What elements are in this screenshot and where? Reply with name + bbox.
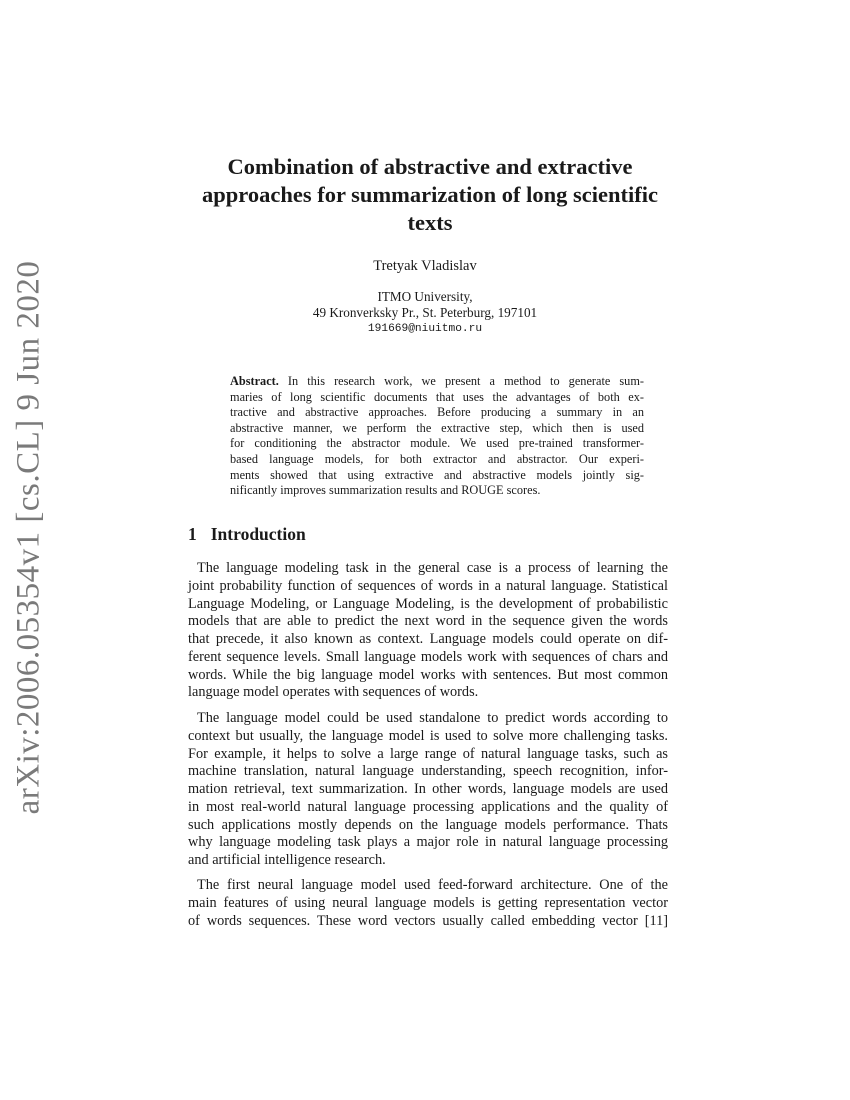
- paragraph-line: Language Modeling, or Language Modeling, is the development of probabilistic: [188, 595, 668, 612]
- paper-title: [150, 153, 710, 237]
- abstract-line: nificantly improves summarization results and ROUGE scores.: [230, 483, 541, 498]
- affiliation-address: 49 Kronverksky Pr., St. Peterburg, 197101: [312, 305, 538, 320]
- paragraph-line: The language model could be used standalone to predict words according to: [197, 710, 668, 726]
- abstract-line: tractive and abstractive approaches. Before producing a summary in an: [230, 405, 644, 420]
- body-paragraph: [188, 877, 668, 930]
- paragraph-line: and artificial intelligence research.: [188, 852, 386, 868]
- paragraph-line: language model operates with sequences of words.: [188, 684, 479, 701]
- paragraph-line: machine translation, natural language understanding, speech recognition, infor-: [188, 763, 668, 780]
- affiliation-block: [0, 289, 850, 337]
- paragraph-line: words. While the big language model works with sentences. But most common: [188, 666, 668, 683]
- abstract-block: [230, 374, 644, 499]
- paragraph-line: joint probability function of sequences of words in a natural language. Statistical: [188, 577, 668, 594]
- paragraph-line: mation retrieval, text summarization. In other words, language models are used: [188, 781, 668, 797]
- author-name: Tretyak Vladislav: [373, 258, 477, 274]
- paragraph-line: ferent sequence levels. Small language models work with sequences of chars and: [188, 648, 668, 665]
- arxiv-identifier-text: arXiv:2006.05354v1 [cs.CL] 9 Jun 2020: [10, 260, 47, 815]
- section-number: 1: [188, 524, 197, 544]
- paragraph-line: such applications mostly depends on the language models performance. Thats: [188, 816, 668, 833]
- title-line: approaches for summarization of long scientific: [201, 182, 658, 207]
- title-line: Combination of abstractive and extractive: [227, 154, 633, 179]
- paragraph-line: context but usually, the language model is used to solve more challenging tasks.: [188, 727, 668, 744]
- affiliation-institution: ITMO University,: [377, 289, 473, 304]
- paragraph-line: models that are able to predict the next word in the sequence given the words: [188, 613, 668, 630]
- abstract-line: [230, 374, 644, 390]
- paragraph-line: why language modeling task plays a major role in natural language processing: [188, 834, 668, 851]
- author-email: 191669@niuitmo.ru: [367, 323, 483, 335]
- abstract-label: Abstract.: [230, 374, 279, 388]
- section-heading: [188, 524, 306, 545]
- section-title: Introduction: [210, 524, 306, 544]
- paragraph-line: main features of using neural language models is getting representation vector: [188, 894, 668, 911]
- paragraph-line: of words sequences. These word vectors usually called embedding vector [11]: [188, 912, 668, 929]
- paragraph-line: in most real-world natural language processing applications and the quality of: [188, 798, 668, 815]
- paragraph-line: The language modeling task in the general case is a process of learning the: [197, 560, 668, 576]
- paragraph-line: that precede, it also known as context. Language models could operate on dif-: [188, 631, 668, 647]
- body-paragraph: [188, 710, 668, 870]
- arxiv-identifier-stamp: [4, 260, 54, 815]
- abstract-line: abstractive manner, we perform the extractive step, which then is used: [230, 420, 644, 435]
- paragraph-line: For example, it helps to solve a large range of natural language tasks, such as: [188, 745, 668, 762]
- abstract-line-text: In this research work, we present a method to generate sum-: [287, 374, 644, 388]
- paragraph-line: The first neural language model used feed-forward architecture. One of the: [197, 877, 668, 893]
- abstract-line: ments showed that using extractive and abstractive models jointly sig-: [230, 467, 644, 482]
- abstract-line: based language models, for both extractor and abstractor. Our experi-: [230, 451, 644, 466]
- abstract-line: maries of long scientific documents that uses the advantages of both ex-: [230, 389, 644, 404]
- title-line: texts: [407, 210, 453, 235]
- abstract-line: for conditioning the abstractor module. We used pre-trained transformer-: [230, 436, 644, 451]
- body-paragraph: [188, 560, 668, 702]
